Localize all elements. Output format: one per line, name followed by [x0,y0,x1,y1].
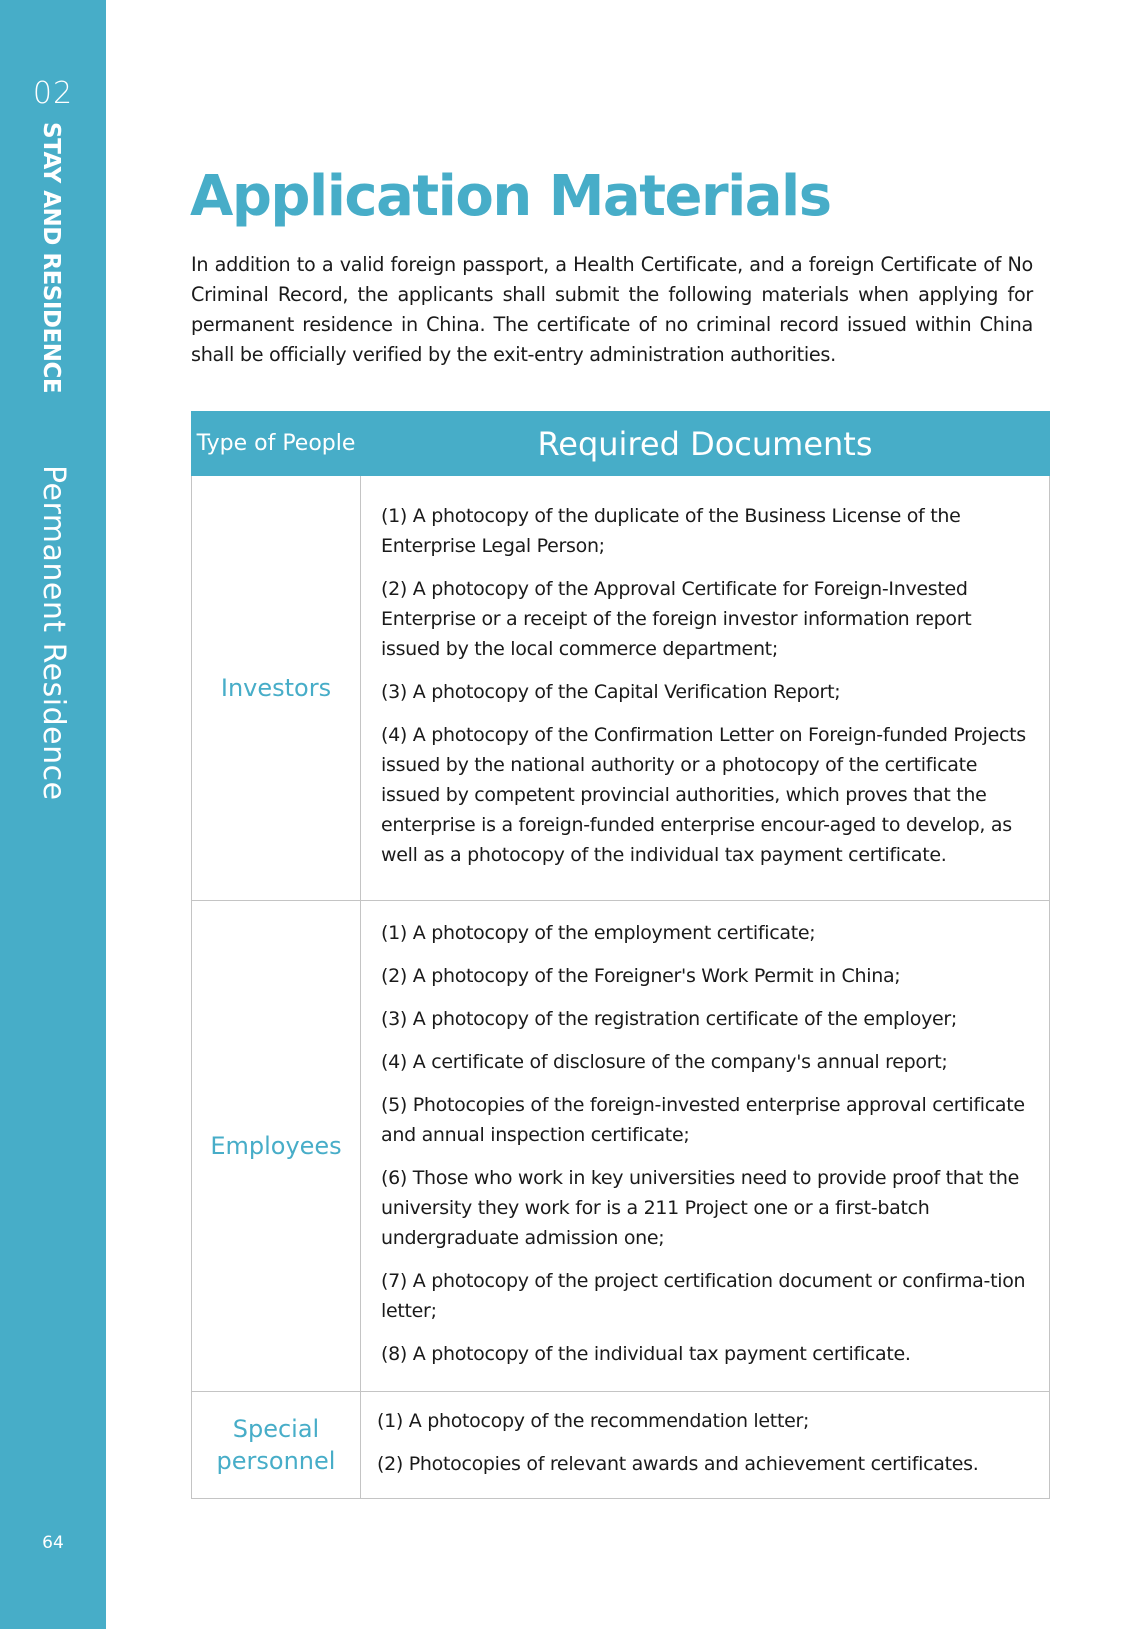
table-row-investors [192,476,1050,901]
table-row-special-personnel [192,1392,1050,1499]
type-cell: Special personnel [192,1392,361,1499]
doc-item: (5) Photocopies of the foreign-invested enterprise approval certificate and annual inspection certificate; [381,1094,1025,1146]
doc-item: (2) Photocopies of relevant awards and achievement certificates. [377,1453,979,1475]
subsection-title: Permanent Residence [36,465,71,801]
doc-item: (2) A photocopy of the Foreigner's Work Permit in China; [381,965,901,987]
page-title: Application Materials [190,164,831,229]
doc-item: (1) A photocopy of the employment certificate; [381,922,816,944]
type-cell: Investors [192,476,361,901]
column-header-docs: Required Documents [361,412,1050,476]
doc-item: (3) A photocopy of the registration certificate of the employer; [381,1008,958,1030]
doc-item: (1) A photocopy of the recommendation letter; [377,1410,810,1432]
table-row-employees [192,901,1050,1392]
doc-item: (2) A photocopy of the Approval Certificate for Foreign-Invested Enterprise or a receipt of the foreign investor information report issued by the local commerce department; [381,578,972,660]
sidebar [0,0,106,1629]
type-cell: Employees [192,901,361,1392]
doc-item: (6) Those who work in key universities need to provide proof that the university they work for is a 211 Project one or a first-batch undergraduate admission one; [381,1167,1019,1249]
required-documents-table [191,411,1050,1499]
doc-item: (1) A photocopy of the duplicate of the Business License of the Enterprise Legal Person; [381,505,961,557]
intro-paragraph: In addition to a valid foreign passport, a Health Certificate, and a foreign Certificate of No Criminal Record, the applicants shall submit the following materials when applying for permanent residence in China. The certificate of no criminal record issued within China shall be officially verified by the exit-entry administration authorities. [191,253,1033,366]
docs-cell [361,1392,1050,1499]
section-title: STAY AND RESIDENCE [38,122,64,394]
docs-cell [361,901,1050,1392]
chapter-number: 02 [32,76,74,111]
doc-item: (3) A photocopy of the Capital Verification Report; [381,681,841,703]
docs-cell [361,476,1050,901]
column-header-type: Type of People [192,412,361,476]
table-header-row [192,412,1050,476]
doc-item: (8) A photocopy of the individual tax payment certificate. [381,1343,911,1365]
doc-item: (4) A certificate of disclosure of the company's annual report; [381,1051,948,1073]
doc-item: (4) A photocopy of the Confirmation Letter on Foreign-funded Projects issued by the national authority or a photocopy of the certificate issued by competent provincial authorities, which proves that the enterprise is a foreign-funded enterprise encour-aged to develop, as well as a photocopy of the individual tax payment certificate. [381,724,1026,866]
doc-item: (7) A photocopy of the project certification document or confirma-tion letter; [381,1270,1026,1322]
page-number: 64 [42,1533,64,1553]
